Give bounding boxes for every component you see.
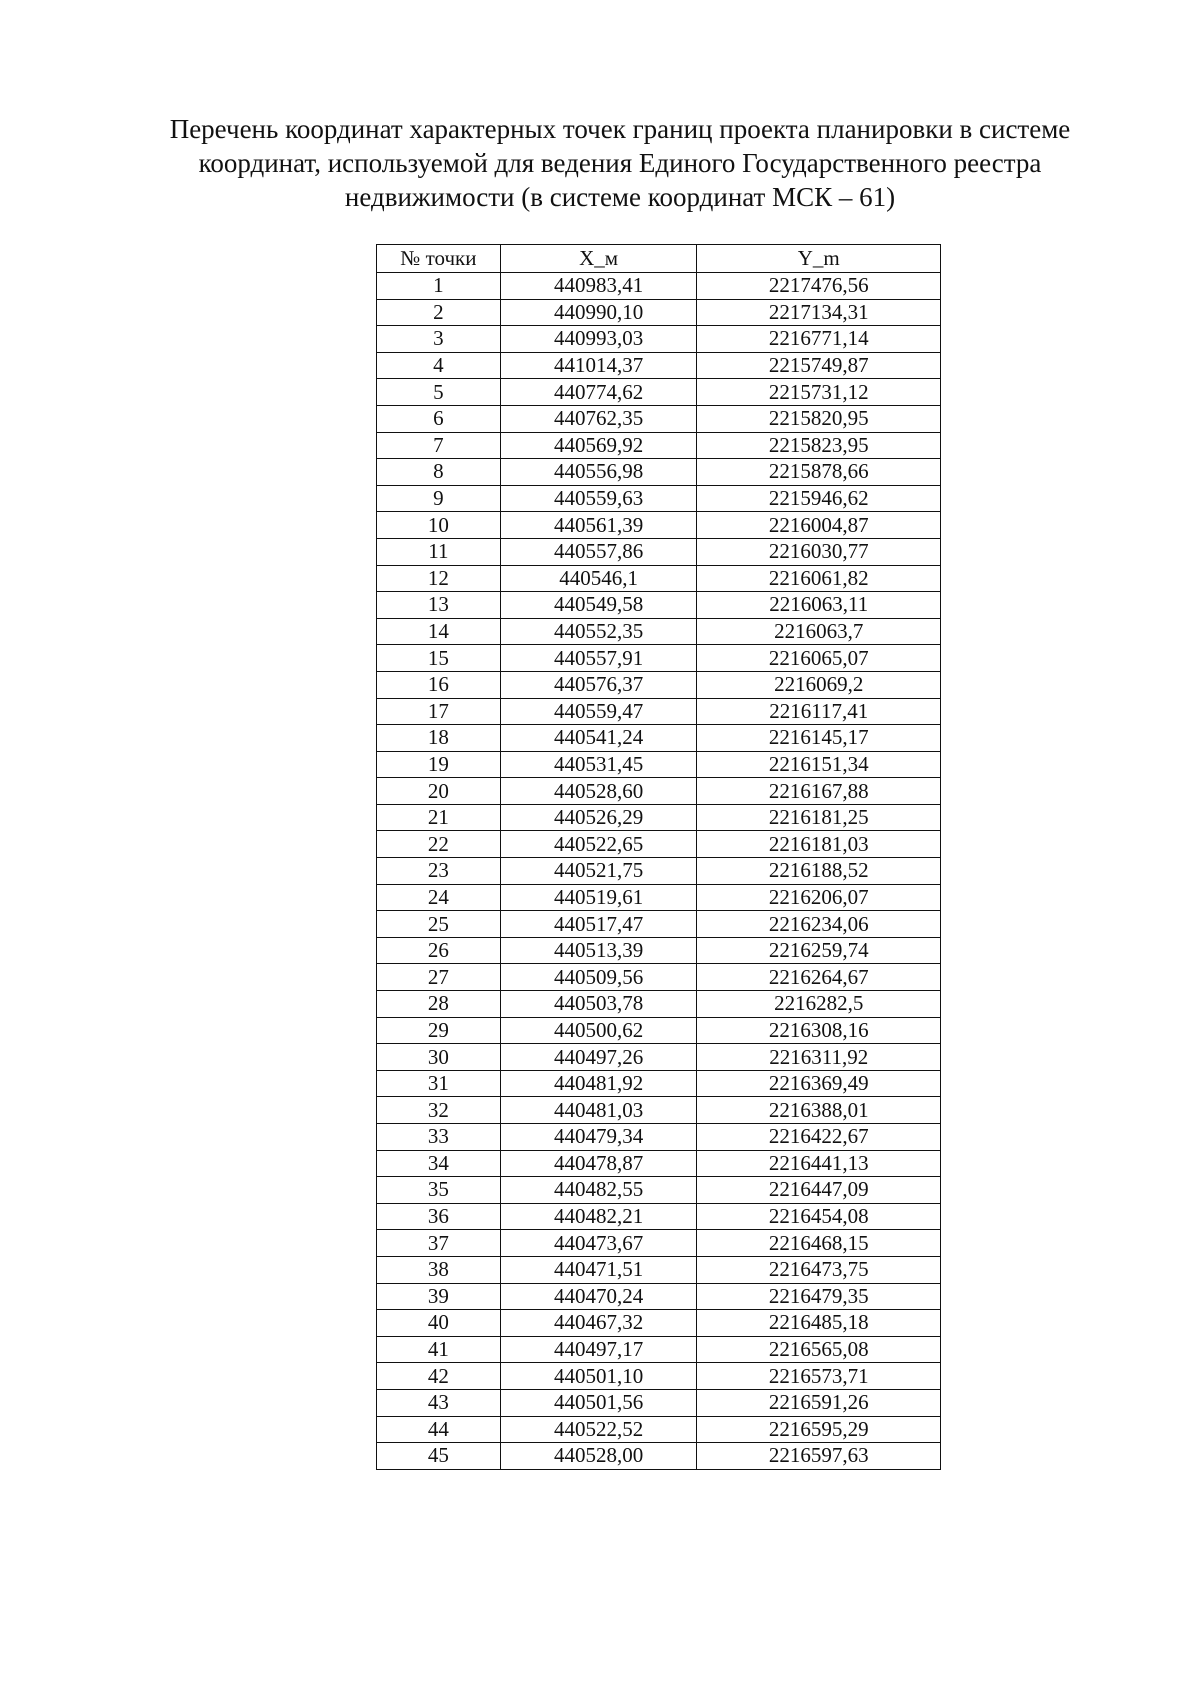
table-row (377, 645, 941, 672)
table-row (377, 1177, 941, 1204)
cell-y-coordinate: 2216063,11 (697, 592, 941, 619)
cell-x-coordinate: 440576,37 (500, 671, 697, 698)
cell-y-coordinate: 2215946,62 (697, 485, 941, 512)
cell-x-coordinate: 440993,03 (500, 326, 697, 353)
cell-x-coordinate: 440556,98 (500, 459, 697, 486)
cell-point-number: 20 (377, 778, 501, 805)
table-row (377, 1017, 941, 1044)
table-row (377, 1150, 941, 1177)
title-line-1: Перечень координат характерных точек границ проекта планировки в системе (169, 114, 1071, 144)
cell-point-number: 45 (377, 1443, 501, 1470)
table-row (377, 911, 941, 938)
cell-y-coordinate: 2216234,06 (697, 911, 941, 938)
table-row (377, 538, 941, 565)
cell-y-coordinate: 2215823,95 (697, 432, 941, 459)
cell-y-coordinate: 2215731,12 (697, 379, 941, 406)
table-row (377, 937, 941, 964)
cell-point-number: 32 (377, 1097, 501, 1124)
cell-y-coordinate: 2216206,07 (697, 884, 941, 911)
table-row (377, 1389, 941, 1416)
header-x-coordinate: X_м (500, 245, 697, 273)
cell-point-number: 11 (377, 538, 501, 565)
cell-point-number: 35 (377, 1177, 501, 1204)
cell-x-coordinate: 440559,47 (500, 698, 697, 725)
table-row (377, 884, 941, 911)
cell-y-coordinate: 2216167,88 (697, 778, 941, 805)
table-row (377, 1256, 941, 1283)
table-row (377, 831, 941, 858)
cell-point-number: 13 (377, 592, 501, 619)
cell-point-number: 7 (377, 432, 501, 459)
cell-x-coordinate: 440522,52 (500, 1416, 697, 1443)
cell-y-coordinate: 2216479,35 (697, 1283, 941, 1310)
cell-point-number: 3 (377, 326, 501, 353)
cell-point-number: 17 (377, 698, 501, 725)
cell-x-coordinate: 440500,62 (500, 1017, 697, 1044)
cell-y-coordinate: 2216069,2 (697, 671, 941, 698)
cell-x-coordinate: 440521,75 (500, 858, 697, 885)
cell-y-coordinate: 2216061,82 (697, 565, 941, 592)
cell-y-coordinate: 2215749,87 (697, 352, 941, 379)
cell-y-coordinate: 2216422,67 (697, 1124, 941, 1151)
header-y-coordinate: Y_m (697, 245, 941, 273)
cell-y-coordinate: 2216259,74 (697, 937, 941, 964)
table-row (377, 778, 941, 805)
cell-y-coordinate: 2216473,75 (697, 1256, 941, 1283)
cell-x-coordinate: 440559,63 (500, 485, 697, 512)
cell-y-coordinate: 2216454,08 (697, 1203, 941, 1230)
cell-x-coordinate: 440482,55 (500, 1177, 697, 1204)
cell-x-coordinate: 440528,00 (500, 1443, 697, 1470)
cell-y-coordinate: 2217134,31 (697, 299, 941, 326)
cell-point-number: 14 (377, 618, 501, 645)
document-title (120, 112, 1120, 214)
cell-y-coordinate: 2216282,5 (697, 991, 941, 1018)
cell-point-number: 15 (377, 645, 501, 672)
table-row (377, 1044, 941, 1071)
table-row (377, 1336, 941, 1363)
cell-y-coordinate: 2216117,41 (697, 698, 941, 725)
table-row (377, 299, 941, 326)
cell-x-coordinate: 440471,51 (500, 1256, 697, 1283)
table-row (377, 592, 941, 619)
cell-x-coordinate: 440526,29 (500, 804, 697, 831)
cell-y-coordinate: 2216485,18 (697, 1310, 941, 1337)
cell-x-coordinate: 440481,03 (500, 1097, 697, 1124)
table-row (377, 618, 941, 645)
cell-x-coordinate: 440528,60 (500, 778, 697, 805)
cell-x-coordinate: 440482,21 (500, 1203, 697, 1230)
cell-y-coordinate: 2216151,34 (697, 751, 941, 778)
cell-x-coordinate: 440569,92 (500, 432, 697, 459)
cell-y-coordinate: 2216441,13 (697, 1150, 941, 1177)
cell-x-coordinate: 440503,78 (500, 991, 697, 1018)
cell-point-number: 19 (377, 751, 501, 778)
cell-point-number: 4 (377, 352, 501, 379)
table-row (377, 405, 941, 432)
cell-y-coordinate: 2216030,77 (697, 538, 941, 565)
table-row (377, 964, 941, 991)
cell-x-coordinate: 440774,62 (500, 379, 697, 406)
cell-point-number: 26 (377, 937, 501, 964)
cell-x-coordinate: 440513,39 (500, 937, 697, 964)
cell-x-coordinate: 440501,10 (500, 1363, 697, 1390)
cell-point-number: 21 (377, 804, 501, 831)
table-row (377, 1230, 941, 1257)
table-row (377, 1203, 941, 1230)
cell-point-number: 1 (377, 273, 501, 300)
cell-y-coordinate: 2216388,01 (697, 1097, 941, 1124)
cell-point-number: 31 (377, 1070, 501, 1097)
cell-y-coordinate: 2216468,15 (697, 1230, 941, 1257)
cell-y-coordinate: 2216771,14 (697, 326, 941, 353)
cell-x-coordinate: 440762,35 (500, 405, 697, 432)
title-line-3: недвижимости (в системе координат МСК – 61) (344, 182, 896, 212)
table-row (377, 1310, 941, 1337)
cell-point-number: 22 (377, 831, 501, 858)
cell-y-coordinate: 2216188,52 (697, 858, 941, 885)
table-row (377, 1283, 941, 1310)
cell-x-coordinate: 440541,24 (500, 725, 697, 752)
title-line-2: координат, используемой для ведения Единого Государственного реестра (198, 148, 1042, 178)
cell-y-coordinate: 2216145,17 (697, 725, 941, 752)
cell-point-number: 33 (377, 1124, 501, 1151)
cell-x-coordinate: 440522,65 (500, 831, 697, 858)
cell-point-number: 10 (377, 512, 501, 539)
cell-point-number: 44 (377, 1416, 501, 1443)
table-row (377, 804, 941, 831)
cell-x-coordinate: 440473,67 (500, 1230, 697, 1257)
cell-y-coordinate: 2215820,95 (697, 405, 941, 432)
cell-point-number: 43 (377, 1389, 501, 1416)
cell-x-coordinate: 441014,37 (500, 352, 697, 379)
table-row (377, 273, 941, 300)
cell-point-number: 8 (377, 459, 501, 486)
cell-y-coordinate: 2217476,56 (697, 273, 941, 300)
table-row (377, 751, 941, 778)
cell-point-number: 9 (377, 485, 501, 512)
table-row (377, 485, 941, 512)
cell-y-coordinate: 2216573,71 (697, 1363, 941, 1390)
cell-x-coordinate: 440549,58 (500, 592, 697, 619)
cell-point-number: 2 (377, 299, 501, 326)
cell-point-number: 40 (377, 1310, 501, 1337)
table-row (377, 1363, 941, 1390)
header-point-number: № точки (377, 245, 501, 273)
cell-x-coordinate: 440501,56 (500, 1389, 697, 1416)
cell-x-coordinate: 440983,41 (500, 273, 697, 300)
cell-y-coordinate: 2216447,09 (697, 1177, 941, 1204)
cell-point-number: 23 (377, 858, 501, 885)
cell-x-coordinate: 440497,26 (500, 1044, 697, 1071)
cell-x-coordinate: 440470,24 (500, 1283, 697, 1310)
cell-point-number: 36 (377, 1203, 501, 1230)
cell-x-coordinate: 440557,91 (500, 645, 697, 672)
cell-x-coordinate: 440552,35 (500, 618, 697, 645)
cell-y-coordinate: 2216369,49 (697, 1070, 941, 1097)
table-row (377, 671, 941, 698)
cell-x-coordinate: 440531,45 (500, 751, 697, 778)
cell-x-coordinate: 440519,61 (500, 884, 697, 911)
cell-y-coordinate: 2215878,66 (697, 459, 941, 486)
cell-point-number: 37 (377, 1230, 501, 1257)
coordinates-table (376, 244, 941, 1470)
table-row (377, 565, 941, 592)
table-row (377, 991, 941, 1018)
cell-x-coordinate: 440990,10 (500, 299, 697, 326)
cell-point-number: 29 (377, 1017, 501, 1044)
table-row (377, 326, 941, 353)
cell-y-coordinate: 2216181,25 (697, 804, 941, 831)
cell-y-coordinate: 2216004,87 (697, 512, 941, 539)
cell-y-coordinate: 2216065,07 (697, 645, 941, 672)
cell-y-coordinate: 2216595,29 (697, 1416, 941, 1443)
cell-x-coordinate: 440481,92 (500, 1070, 697, 1097)
table-header-row (377, 245, 941, 273)
table-row (377, 1124, 941, 1151)
cell-x-coordinate: 440557,86 (500, 538, 697, 565)
cell-y-coordinate: 2216597,63 (697, 1443, 941, 1470)
cell-x-coordinate: 440561,39 (500, 512, 697, 539)
cell-point-number: 25 (377, 911, 501, 938)
table-row (377, 352, 941, 379)
cell-y-coordinate: 2216181,03 (697, 831, 941, 858)
table-row (377, 459, 941, 486)
table-row (377, 1097, 941, 1124)
cell-point-number: 30 (377, 1044, 501, 1071)
cell-point-number: 5 (377, 379, 501, 406)
table-row (377, 698, 941, 725)
cell-x-coordinate: 440479,34 (500, 1124, 697, 1151)
table-body (377, 273, 941, 1470)
cell-point-number: 41 (377, 1336, 501, 1363)
cell-y-coordinate: 2216311,92 (697, 1044, 941, 1071)
cell-x-coordinate: 440517,47 (500, 911, 697, 938)
cell-y-coordinate: 2216063,7 (697, 618, 941, 645)
cell-x-coordinate: 440546,1 (500, 565, 697, 592)
cell-point-number: 39 (377, 1283, 501, 1310)
cell-point-number: 42 (377, 1363, 501, 1390)
table-row (377, 512, 941, 539)
table-row (377, 379, 941, 406)
table-row (377, 858, 941, 885)
cell-x-coordinate: 440467,32 (500, 1310, 697, 1337)
cell-y-coordinate: 2216591,26 (697, 1389, 941, 1416)
cell-x-coordinate: 440478,87 (500, 1150, 697, 1177)
table-row (377, 432, 941, 459)
cell-point-number: 28 (377, 991, 501, 1018)
table-row (377, 1070, 941, 1097)
cell-y-coordinate: 2216565,08 (697, 1336, 941, 1363)
cell-point-number: 16 (377, 671, 501, 698)
table-row (377, 1416, 941, 1443)
cell-y-coordinate: 2216264,67 (697, 964, 941, 991)
cell-point-number: 24 (377, 884, 501, 911)
table-row (377, 1443, 941, 1470)
cell-y-coordinate: 2216308,16 (697, 1017, 941, 1044)
cell-point-number: 6 (377, 405, 501, 432)
cell-x-coordinate: 440509,56 (500, 964, 697, 991)
cell-point-number: 18 (377, 725, 501, 752)
table-row (377, 725, 941, 752)
cell-point-number: 27 (377, 964, 501, 991)
cell-point-number: 34 (377, 1150, 501, 1177)
cell-point-number: 12 (377, 565, 501, 592)
cell-x-coordinate: 440497,17 (500, 1336, 697, 1363)
cell-point-number: 38 (377, 1256, 501, 1283)
